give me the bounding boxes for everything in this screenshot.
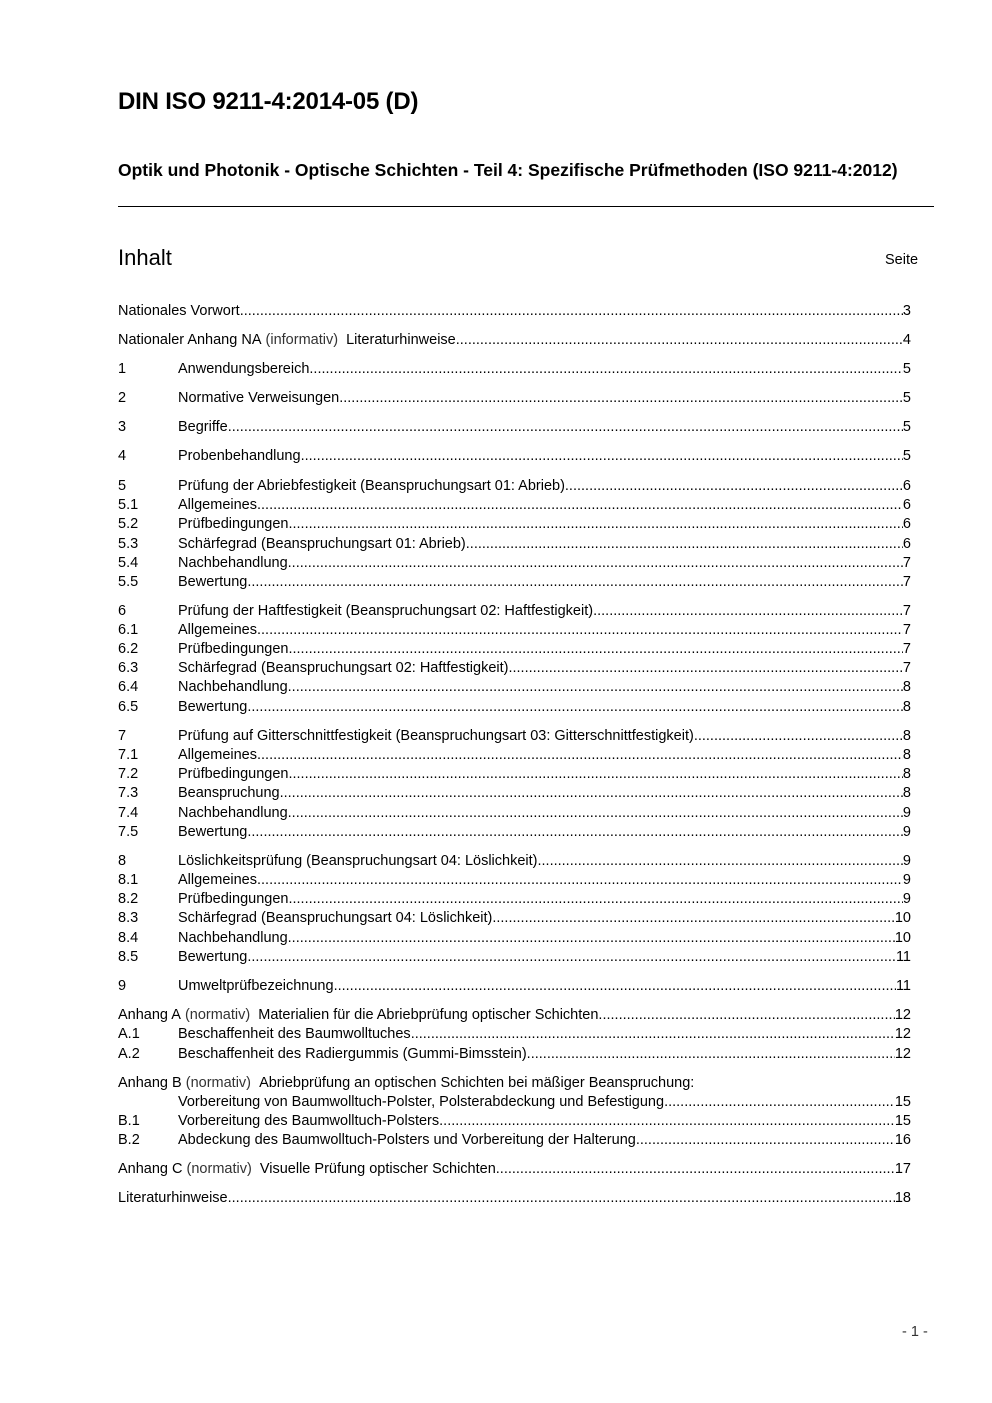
toc-dot-leader — [496, 1160, 895, 1179]
toc-entry-annex-kind: (normativ) — [185, 1075, 251, 1091]
toc-entry-title: Nachbehandlung — [178, 555, 288, 571]
toc-entry[interactable] — [118, 1025, 911, 1044]
toc-entry[interactable] — [118, 784, 911, 803]
toc-entry-page: 16 — [894, 1132, 911, 1148]
toc-entry-page: 15 — [894, 1094, 911, 1110]
toc-entry[interactable] — [118, 389, 911, 408]
toc-entry-page: 8 — [902, 766, 911, 782]
toc-entry-number: 8.5 — [118, 949, 139, 965]
toc-entry-page: 11 — [895, 949, 911, 965]
toc-dot-leader — [228, 1189, 895, 1208]
toc-entry[interactable] — [118, 496, 911, 515]
toc-entry-page: 7 — [902, 641, 911, 657]
toc-dot-leader — [537, 852, 902, 871]
toc-entry-number: 8.1 — [118, 872, 139, 888]
toc-entry-title: Schärfegrad (Beanspruchungsart 01: Abrieb) — [178, 536, 466, 552]
toc-entry[interactable] — [118, 418, 911, 437]
toc-dot-leader — [598, 1006, 894, 1025]
toc-entry-number: 8 — [118, 853, 127, 869]
toc-dot-leader — [593, 602, 903, 621]
toc-entry[interactable] — [118, 765, 911, 784]
toc-entry-title: Allgemeines — [178, 497, 257, 513]
toc-entry-page: 7 — [902, 622, 911, 638]
toc-entry[interactable] — [118, 698, 911, 717]
toc-dot-leader — [288, 765, 902, 784]
toc-entry-title: Bewertung — [178, 699, 248, 715]
toc-dot-leader — [288, 515, 902, 534]
toc-entry[interactable] — [118, 621, 911, 640]
toc-entry-page: 10 — [894, 910, 911, 926]
toc-dot-leader — [339, 389, 903, 408]
toc-entry-number: 5.4 — [118, 555, 139, 571]
document-title: DIN ISO 9211-4:2014-05 (D) — [118, 88, 419, 115]
toc-entry-number: 7.1 — [118, 747, 139, 763]
toc-entry[interactable] — [118, 678, 911, 697]
toc-entry-title: Begriffe — [178, 419, 228, 435]
toc-entry-title: Literaturhinweise — [118, 1190, 228, 1206]
toc-entry-page: 5 — [902, 390, 911, 406]
toc-dot-leader — [228, 418, 903, 437]
toc-dot-leader — [240, 302, 903, 321]
toc-entry[interactable] — [118, 746, 911, 765]
toc-dot-leader — [636, 1131, 895, 1150]
toc-entry-number: 7.4 — [118, 805, 139, 821]
toc-entry-page: 11 — [895, 978, 911, 994]
toc-entry[interactable] — [118, 890, 911, 909]
toc-entry-title: Visuelle Prüfung optischer Schichten — [259, 1161, 496, 1177]
toc-entry-page: 6 — [902, 536, 911, 552]
toc-dot-leader — [565, 477, 903, 496]
title-divider — [118, 206, 934, 207]
toc-entry-annex-kind: (normativ) — [184, 1007, 251, 1023]
toc-entry[interactable] — [118, 977, 911, 996]
toc-entry-page: 8 — [902, 785, 911, 801]
toc-entry-title: Umweltprüfbezeichnung — [178, 978, 334, 994]
toc-entry-page: 3 — [902, 303, 911, 319]
toc-entry-title: Materialien für die Abriebprüfung optischer Schichten — [258, 1007, 599, 1023]
toc-dot-leader — [301, 447, 903, 466]
toc-dot-leader — [288, 804, 903, 823]
toc-entry-page: 5 — [902, 448, 911, 464]
toc-dot-leader — [508, 659, 902, 678]
toc-entry-page: 8 — [902, 728, 911, 744]
toc-entry[interactable] — [118, 823, 911, 842]
toc-entry-annex-kind: (informativ) — [265, 332, 339, 348]
toc-entry-title: Allgemeines — [178, 872, 257, 888]
toc-entry-title: Nachbehandlung — [178, 930, 288, 946]
toc-entry-page: 7 — [902, 555, 911, 571]
toc-entry-page: 6 — [902, 497, 911, 513]
toc-entry-title: Prüfung der Haftfestigkeit (Beanspruchungsart 02: Haftfestigkeit) — [178, 603, 594, 619]
toc-entry-title: Vorbereitung von Baumwolltuch-Polster, Polsterabdeckung und Befestigung — [178, 1094, 665, 1110]
toc-entry-page: 7 — [902, 603, 911, 619]
toc-dot-leader — [288, 929, 895, 948]
toc-dot-leader — [288, 554, 903, 573]
toc-entry-title: Abriebprüfung an optischen Schichten bei mäßiger Beanspruchung: — [259, 1075, 695, 1091]
document-subtitle: Optik und Photonik - Optische Schichten - Teil 4: Spezifische Prüfmethoden (ISO 9211-4:2012) — [118, 160, 898, 180]
toc-entry-annex-kind: (normativ) — [186, 1161, 252, 1177]
toc-entry[interactable] — [118, 602, 911, 621]
toc-entry-page: 9 — [902, 891, 911, 907]
toc-entry[interactable] — [118, 1045, 911, 1064]
toc-dot-leader — [527, 1045, 895, 1064]
toc-entry-number: 8.3 — [118, 910, 139, 926]
toc-entry-page: 9 — [902, 824, 911, 840]
toc-entry-number: 3 — [118, 419, 127, 435]
toc-entry-title: Probenbehandlung — [178, 448, 301, 464]
toc-entry[interactable] — [118, 554, 911, 573]
toc-entry-annex: Anhang C — [118, 1161, 183, 1177]
toc-entry-number: 7.3 — [118, 785, 139, 801]
toc-entry-page: 8 — [902, 747, 911, 763]
toc-entry-number: B.1 — [118, 1113, 140, 1129]
toc-dot-leader — [257, 746, 903, 765]
toc-entry-title: Prüfung auf Gitterschnittfestigkeit (Beanspruchungsart 03: Gitterschnittfestigkeit) — [178, 728, 694, 744]
toc-dot-leader — [439, 1112, 895, 1131]
toc-entry[interactable] — [118, 1006, 911, 1025]
toc-entry-page: 9 — [902, 853, 911, 869]
toc-entry-annex: Anhang A — [118, 1007, 181, 1023]
toc-entry-page: 17 — [894, 1161, 911, 1177]
page-number: - 1 - — [902, 1324, 928, 1340]
toc-entry-number: 6.1 — [118, 622, 139, 638]
toc-entry-page: 12 — [894, 1007, 911, 1023]
toc-entry-title: Bewertung — [178, 949, 248, 965]
toc-entry-page: 7 — [902, 660, 911, 676]
toc-entry[interactable] — [118, 477, 911, 496]
toc-entry-page: 8 — [902, 679, 911, 695]
toc-dot-leader — [288, 678, 903, 697]
toc-entry-page: 9 — [902, 805, 911, 821]
toc-entry-title: Normative Verweisungen — [178, 390, 340, 406]
toc-entry[interactable] — [118, 1093, 911, 1112]
toc-entry-number: A.2 — [118, 1046, 140, 1062]
toc-entry-number: 8.2 — [118, 891, 139, 907]
toc-dot-leader — [466, 535, 903, 554]
toc-entry-number: A.1 — [118, 1026, 140, 1042]
toc-entry-title: Löslichkeitsprüfung (Beanspruchungsart 04: Löslichkeit) — [178, 853, 538, 869]
toc-entry-page: 4 — [902, 332, 911, 348]
toc-entry-page: 9 — [902, 872, 911, 888]
toc-entry-number: 7 — [118, 728, 127, 744]
toc-entry-number: 5.5 — [118, 574, 139, 590]
toc-entry[interactable] — [118, 302, 911, 321]
toc-entry-title: Prüfbedingungen — [178, 766, 289, 782]
toc-entry-title: Schärfegrad (Beanspruchungsart 02: Haftfestigkeit) — [178, 660, 509, 676]
toc-entry-number: 1 — [118, 361, 127, 377]
toc-page-column-label: Seite — [885, 252, 919, 268]
toc-entry[interactable] — [118, 640, 911, 659]
toc-entry-annex: Nationaler Anhang NA — [118, 332, 262, 348]
toc-entry[interactable] — [118, 871, 911, 890]
toc-entry-title: Beschaffenheit des Radiergummis (Gummi-Bimsstein) — [178, 1046, 527, 1062]
toc-entry-title: Anwendungsbereich — [178, 361, 310, 377]
toc-entry-title: Prüfbedingungen — [178, 641, 289, 657]
toc-entry-number: 5.2 — [118, 516, 139, 532]
toc-entry[interactable] — [118, 1189, 911, 1208]
toc-entry-title: Beanspruchung — [178, 785, 280, 801]
toc-entry-page: 12 — [894, 1026, 911, 1042]
toc-entry[interactable] — [118, 804, 911, 823]
toc-dot-leader — [247, 823, 903, 842]
toc-entry-title: Vorbereitung des Baumwolltuch-Polsters — [178, 1113, 440, 1129]
toc-entry-title: Nachbehandlung — [178, 805, 288, 821]
toc-entry-number: 6.3 — [118, 660, 139, 676]
toc-entry-number: 6.5 — [118, 699, 139, 715]
toc-entry-title: Prüfbedingungen — [178, 891, 289, 907]
toc-entry-page: 15 — [894, 1113, 911, 1129]
toc-entry[interactable] — [118, 852, 911, 871]
toc-dot-leader — [257, 496, 903, 515]
toc-entry-title: Prüfung der Abriebfestigkeit (Beanspruchungsart 01: Abrieb) — [178, 478, 565, 494]
toc-entry-page: 7 — [902, 574, 911, 590]
toc-entry[interactable] — [118, 515, 911, 534]
toc-entry-page: 10 — [894, 930, 911, 946]
toc-entry-title: Allgemeines — [178, 622, 257, 638]
toc-dot-leader — [247, 948, 896, 967]
toc-entry[interactable] — [118, 909, 911, 928]
toc-entry-number: 6 — [118, 603, 127, 619]
toc-heading: Inhalt — [118, 245, 172, 270]
toc-entry-page: 6 — [902, 516, 911, 532]
toc-entry-title: Abdeckung des Baumwolltuch-Polsters und Vorbereitung der Halterung — [178, 1132, 636, 1148]
toc-entry-number: 7.2 — [118, 766, 139, 782]
toc-entry-title: Beschaffenheit des Baumwolltuches — [178, 1026, 411, 1042]
toc-entry[interactable] — [118, 727, 911, 746]
toc-entry-number: B.2 — [118, 1132, 140, 1148]
toc-dot-leader — [247, 573, 903, 592]
toc-entry-page: 8 — [902, 699, 911, 715]
toc-entry[interactable] — [118, 331, 911, 350]
toc-entry[interactable] — [118, 360, 911, 379]
toc-entry-title: Nationales Vorwort — [118, 303, 240, 319]
toc-dot-leader — [694, 727, 903, 746]
toc-entry-page: 12 — [894, 1046, 911, 1062]
toc-entry-title: Schärfegrad (Beanspruchungsart 04: Löslichkeit) — [178, 910, 493, 926]
toc-dot-leader — [257, 871, 903, 890]
toc-entry-number: 8.4 — [118, 930, 139, 946]
toc-entry[interactable] — [118, 447, 911, 466]
toc-dot-leader — [456, 331, 903, 350]
toc-entry[interactable] — [118, 1074, 911, 1093]
toc-entry-page: 6 — [902, 478, 911, 494]
toc-entry-page: 5 — [902, 361, 911, 377]
toc-entry-title: Allgemeines — [178, 747, 257, 763]
toc-dot-leader — [334, 977, 896, 996]
toc-entry[interactable] — [118, 1112, 911, 1131]
toc-dot-leader — [411, 1025, 895, 1044]
toc-entry-page: 5 — [902, 419, 911, 435]
toc-entry[interactable] — [118, 1131, 911, 1150]
toc-entry-number: 2 — [118, 390, 127, 406]
toc-entry-title: Bewertung — [178, 824, 248, 840]
toc-entry-title: Prüfbedingungen — [178, 516, 289, 532]
toc-dot-leader — [664, 1093, 895, 1112]
toc-entry[interactable] — [118, 1160, 911, 1179]
toc-entry[interactable] — [118, 948, 911, 967]
toc-dot-leader — [257, 621, 903, 640]
toc-entry-number: 6.4 — [118, 679, 139, 695]
toc-entry-title: Bewertung — [178, 574, 248, 590]
toc-entry-number: 6.2 — [118, 641, 139, 657]
toc-dot-leader — [492, 909, 895, 928]
toc-entry-number: 5.3 — [118, 536, 139, 552]
toc-dot-leader — [280, 784, 903, 803]
toc-dot-leader — [309, 360, 903, 379]
toc-entry-number: 7.5 — [118, 824, 139, 840]
toc-entry-title: Literaturhinweise — [346, 332, 456, 348]
toc-dot-leader — [247, 698, 903, 717]
toc-entry-number: 4 — [118, 448, 127, 464]
toc-entry-annex: Anhang B — [118, 1075, 182, 1091]
toc-entry-number: 9 — [118, 978, 127, 994]
toc-dot-leader — [288, 640, 902, 659]
toc-entry-page: 18 — [894, 1190, 911, 1206]
toc-entry-number: 5 — [118, 478, 127, 494]
toc-entry[interactable] — [118, 659, 911, 678]
toc-entry[interactable] — [118, 535, 911, 554]
toc-dot-leader — [288, 890, 902, 909]
toc-entry[interactable] — [118, 929, 911, 948]
toc-entry-title: Nachbehandlung — [178, 679, 288, 695]
toc-entry-number: 5.1 — [118, 497, 139, 513]
toc-entry[interactable] — [118, 573, 911, 592]
